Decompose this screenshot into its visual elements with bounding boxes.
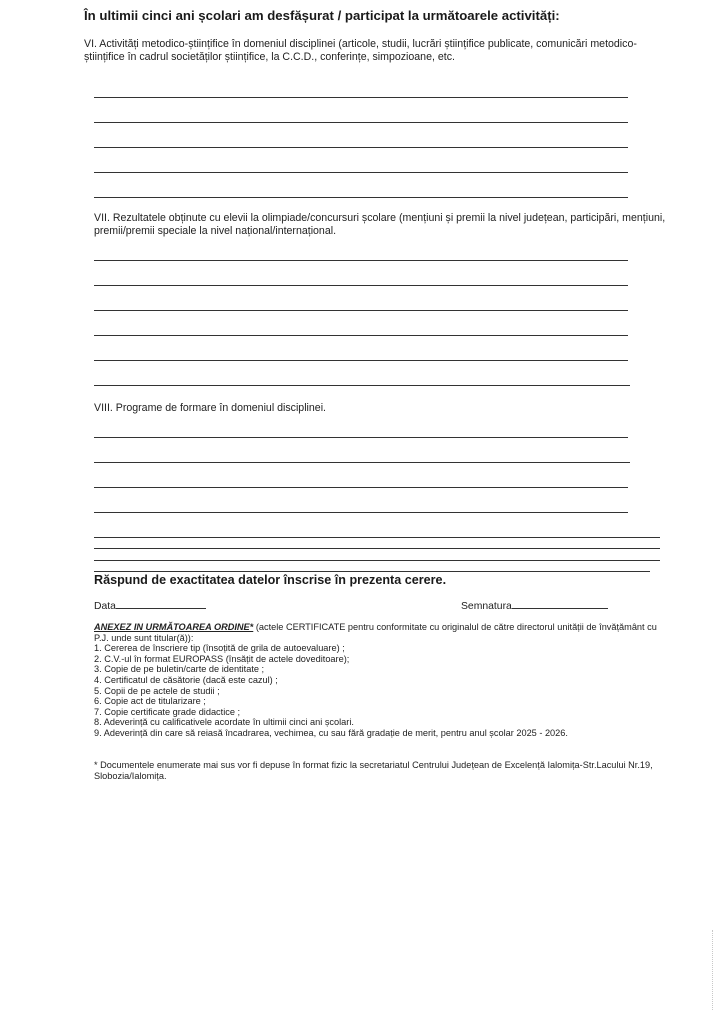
section-vi-text xyxy=(84,38,684,64)
answer-line xyxy=(94,560,660,561)
annex-note-line-1: * Documentele enumerate mai sus vor fi depuse în format fizic la secretariatul Centrului Județean de Excelență Ialomița-Str.Lacului Nr.19, xyxy=(94,760,653,770)
annex-intro: (actele CERTIFICATE pentru conformitate cu originalul de către directorul unității de învățământ cu xyxy=(253,622,657,632)
page-heading: În ultimii cinci ani școlari am desfășurat / participat la următoarele activități: xyxy=(84,8,560,23)
answer-line xyxy=(94,437,628,438)
annex-documents-list xyxy=(94,643,674,738)
list-item: 7. Copie certificate grade didactice ; xyxy=(94,706,241,717)
annex-note-line-2: Slobozia/Ialomița. xyxy=(94,770,167,781)
list-item: 2. C.V.-ul în format EUROPASS (însățit de actele doveditoare); xyxy=(94,653,350,664)
list-item: 3. Copie de pe buletin/carte de identitate ; xyxy=(94,664,265,675)
date-label: Data xyxy=(94,601,116,612)
signature-label: Semnatura xyxy=(461,601,512,612)
annex-intro-line-2: P.J. unde sunt titular(ă)): xyxy=(94,632,194,643)
list-item: 6. Copie act de titularizare ; xyxy=(94,696,206,707)
annex-block xyxy=(94,622,674,739)
signature-blank[interactable] xyxy=(512,598,608,609)
list-item: 8. Adeverință cu calificativele acordate în ultimii cinci ani școlari. xyxy=(94,717,354,728)
answer-line xyxy=(94,385,630,386)
section-vi-line-2: științifice în cadrul societăților științifice, la C.C.D., conferințe, simpozioane, etc. xyxy=(84,51,455,63)
section-vi-line-1: VI. Activități metodico-științifice în domeniul disciplinei (articole, studii, lucrări științifice publicate, comunicări metodico- xyxy=(84,38,637,50)
signature-field[interactable] xyxy=(461,598,608,612)
section-vii-line-2: premii/premii speciale la nivel național/internațional. xyxy=(94,225,337,237)
annex-intro-line-1 xyxy=(94,622,674,633)
answer-line xyxy=(94,122,628,123)
answer-line xyxy=(94,260,628,261)
answer-line xyxy=(94,360,628,361)
answer-line xyxy=(94,335,628,336)
answer-line xyxy=(94,285,628,286)
scan-margin-mark xyxy=(712,930,714,1010)
date-blank[interactable] xyxy=(116,598,206,609)
answer-line xyxy=(94,147,628,148)
annex-note xyxy=(94,760,674,781)
section-vii-line-1: VII. Rezultatele obținute cu elevii la olimpiade/concursuri școlare (mențiuni și premii la nivel județean, participări, mențiuni, xyxy=(94,212,666,224)
list-item: 4. Certificatul de căsătorie (dacă este cazul) ; xyxy=(94,674,278,685)
section-viii-text: VIII. Programe de formare în domeniul disciplinei. xyxy=(94,402,326,414)
annex-title: ANEXEZ IN URMĂTOAREA ORDINE* xyxy=(94,622,254,632)
list-item: 5. Copii de pe actele de studii ; xyxy=(94,685,220,696)
answer-line xyxy=(94,537,660,538)
answer-line xyxy=(94,172,628,173)
answer-line xyxy=(94,310,628,311)
section-vii-text xyxy=(94,212,694,238)
list-item: 1. Cererea de înscriere tip (însoțită de grila de autoevaluare) ; xyxy=(94,643,345,654)
date-field[interactable] xyxy=(94,598,206,612)
answer-line xyxy=(94,197,628,198)
answer-line xyxy=(94,462,630,463)
declaration-text: Răspund de exactitatea datelor înscrise în prezenta cerere. xyxy=(94,573,447,587)
answer-line xyxy=(94,512,628,513)
answer-line xyxy=(94,97,628,98)
answer-line xyxy=(94,571,650,572)
list-item: 9. Adeverință din care să reiasă încadrarea, vechimea, cu sau fără gradație de merit, pentru anul școlar 2025 - 2026. xyxy=(94,727,568,738)
answer-line xyxy=(94,548,660,549)
answer-line xyxy=(94,487,628,488)
